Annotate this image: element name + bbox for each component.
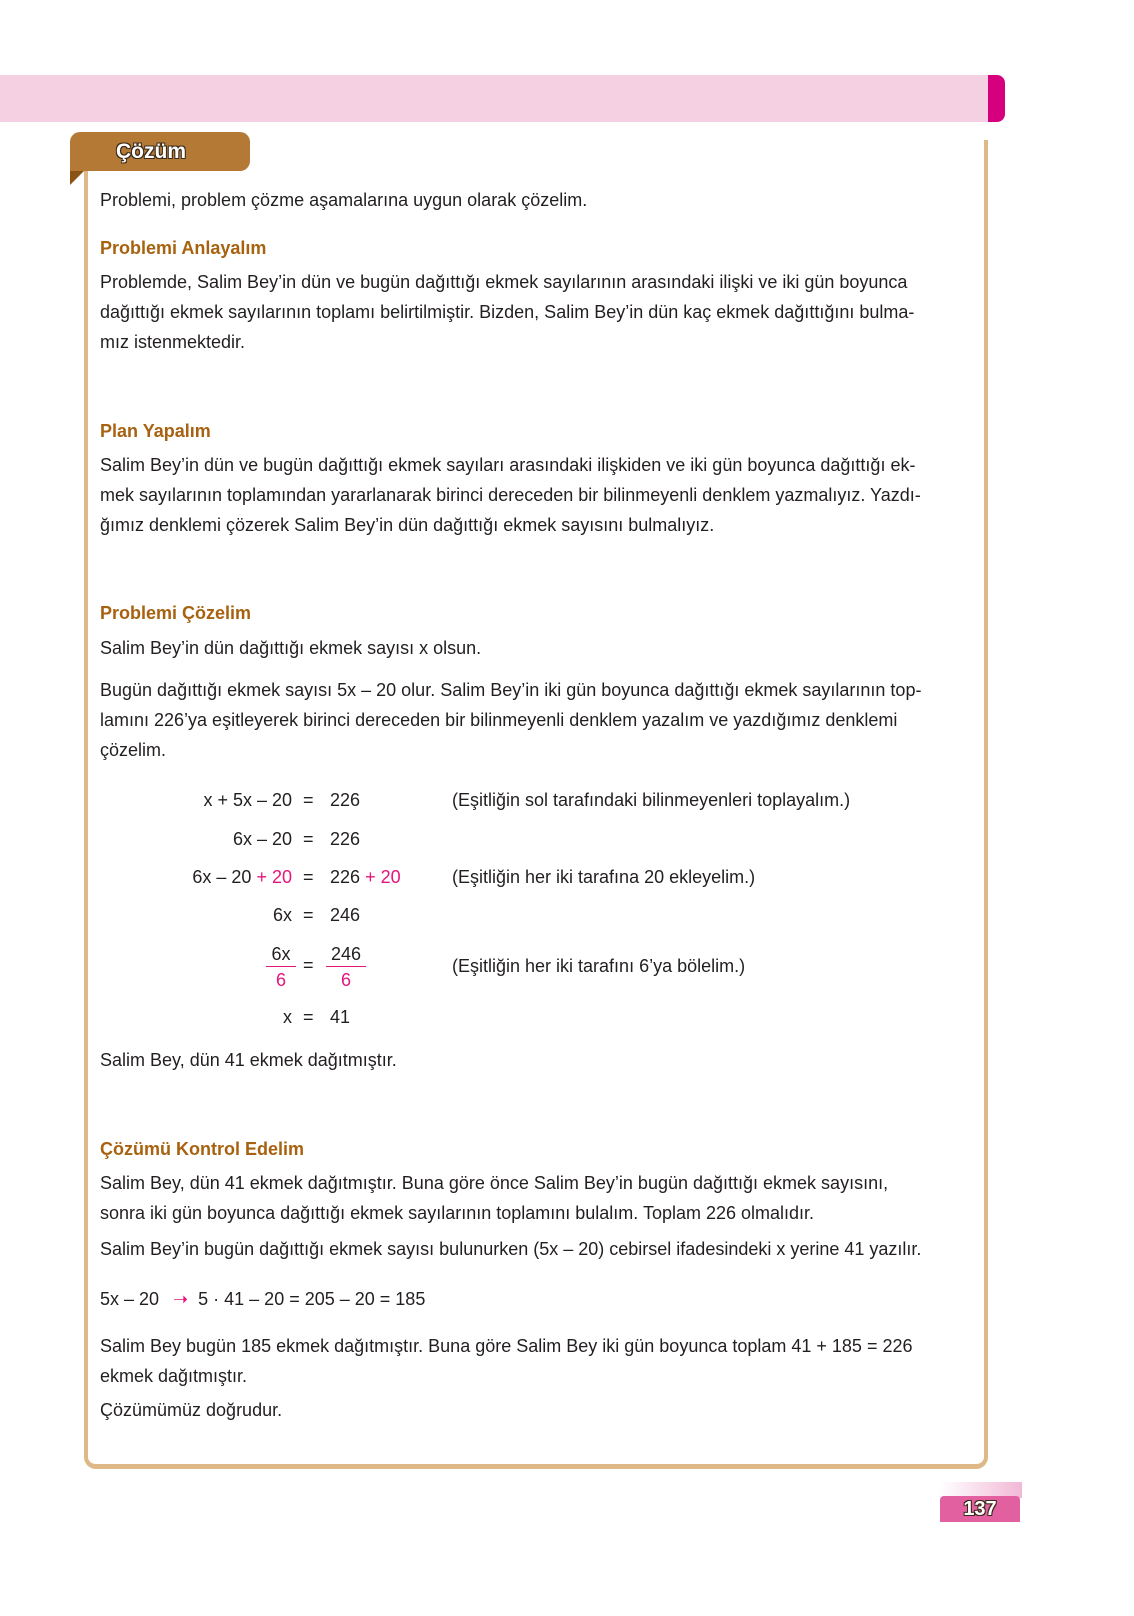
understand-line-1: Problemde, Salim Bey’in dün ve bugün dağıttığı ekmek sayılarının arasındaki ilişki ve iki gün boyunca [100, 272, 908, 292]
solution-tab-label: Çözüm [116, 139, 186, 163]
eq-row-4-equals: = [303, 905, 314, 925]
check-final-line-2: ekmek dağıtmıştır. [100, 1366, 248, 1386]
eq-row-3-equals: = [303, 867, 314, 887]
plan-line-2: mek sayılarının toplamından yararlanarak birinci dereceden bir bilinmeyenli denklem yazmalıyız. Yazdı- [100, 485, 921, 505]
check-line-1: Salim Bey, dün 41 ekmek dağıtmıştır. Buna göre önce Salim Bey’in bugün dağıttığı ekmek sayısını, [100, 1173, 889, 1193]
intro-text: Problemi, problem çözme aşamalarına uygun olarak çözelim. [100, 190, 588, 210]
eq-row-3-left-add: + 20 [256, 867, 292, 887]
understand-line-3: mız istenmektedir. [100, 332, 246, 352]
check-calculation [100, 1284, 978, 1314]
eq-row-5-note: (Eşitliğin her iki tarafını 6’ya bölelim.) [452, 956, 746, 976]
eq-row-1-right: 226 [330, 790, 361, 810]
check-final-line-1: Salim Bey bugün 185 ekmek dağıtmıştır. Buna göre Salim Bey iki gün boyunca toplam 41 + 185 = 226 [100, 1336, 913, 1356]
eq-row-6-equals: = [303, 1007, 314, 1027]
eq-row-1-left: x + 5x – 20 [203, 790, 292, 810]
header-band-accent [988, 75, 1005, 122]
calc-result: 5 · 41 – 20 = 205 – 20 = 185 [198, 1289, 426, 1309]
page-number: 137 [963, 1497, 997, 1520]
eq-row-2-equals: = [303, 829, 314, 849]
solve-para-line-3: çözelim. [100, 740, 167, 760]
eq-row-3-left: 6x – 20 + 20 [192, 867, 292, 887]
heading-solve: Problemi Çözelim [100, 603, 252, 623]
heading-understand: Problemi Anlayalım [100, 238, 267, 258]
eq-row-1-equals: = [303, 790, 314, 810]
eq-row-1-note: (Eşitliğin sol tarafındaki bilinmeyenleri toplayalım.) [452, 790, 851, 810]
eq-row-3-right: 226 + 20 [330, 867, 401, 887]
eq-row-5-right-fraction: $\frac{246}{6}$ [326, 942, 366, 993]
header-band [0, 75, 1002, 122]
solution-tab [70, 132, 250, 171]
page-number-badge [940, 1496, 1020, 1522]
eq-row-3-right-add: + 20 [365, 867, 401, 887]
eq-row-6-right: 41 [330, 1007, 351, 1027]
solve-line-1: Salim Bey’in dün dağıttığı ekmek sayısı x olsun. [100, 638, 482, 658]
eq-row-4-right: 246 [330, 905, 361, 925]
check-line-2: sonra iki gün boyunca dağıttığı ekmek sayılarının toplamını bulalım. Toplam 226 olmalıdır. [100, 1203, 815, 1223]
solve-para-line-1: Bugün dağıttığı ekmek sayısı 5x – 20 olur. Salim Bey’in iki gün boyunca dağıttığı ekmek sayılarının top- [100, 680, 922, 700]
solve-result: Salim Bey, dün 41 ekmek dağıtmıştır. [100, 1050, 397, 1070]
arrow-right-icon: ➝ [173, 1289, 189, 1309]
eq-row-3-note: (Eşitliğin her iki tarafına 20 ekleyelim.) [452, 867, 756, 887]
tab-fold-corner [70, 171, 84, 185]
eq-row-2-right: 226 [330, 829, 361, 849]
check-line-3: Salim Bey’in bugün dağıttığı ekmek sayısı bulunurken (5x – 20) cebirsel ifadesindeki x yerine 41 yazılır. [100, 1239, 922, 1259]
calc-expression: 5x – 20 [100, 1289, 160, 1309]
plan-line-3: ğımız denklemi çözerek Salim Bey’in dün dağıttığı ekmek sayısını bulmalıyız. [100, 515, 715, 535]
solve-para-line-2: lamını 226’ya eşitleyerek birinci dereceden bir bilinmeyenli denklem yazalım ve yazdığımız denklemi [100, 710, 898, 730]
check-conclusion: Çözümümüz doğrudur. [100, 1400, 283, 1420]
eq-row-5-equals: = [303, 955, 314, 975]
heading-check: Çözümü Kontrol Edelim [100, 1139, 304, 1159]
heading-plan: Plan Yapalım [100, 421, 211, 441]
eq-row-6-left: x [283, 1007, 292, 1027]
understand-line-2: dağıttığı ekmek sayılarının toplamı belirtilmiştir. Bizden, Salim Bey’in dün kaç ekmek dağıttığını bulma- [100, 302, 915, 322]
plan-line-1: Salim Bey’in dün ve bugün dağıttığı ekmek sayıları arasındaki ilişkiden ve iki gün boyunca dağıttığı ek- [100, 455, 916, 475]
eq-row-5-left-fraction: $\frac{6x}{6}$ [266, 942, 296, 993]
eq-row-2-left: 6x – 20 [232, 829, 292, 849]
eq-row-4-left: 6x [272, 905, 292, 925]
